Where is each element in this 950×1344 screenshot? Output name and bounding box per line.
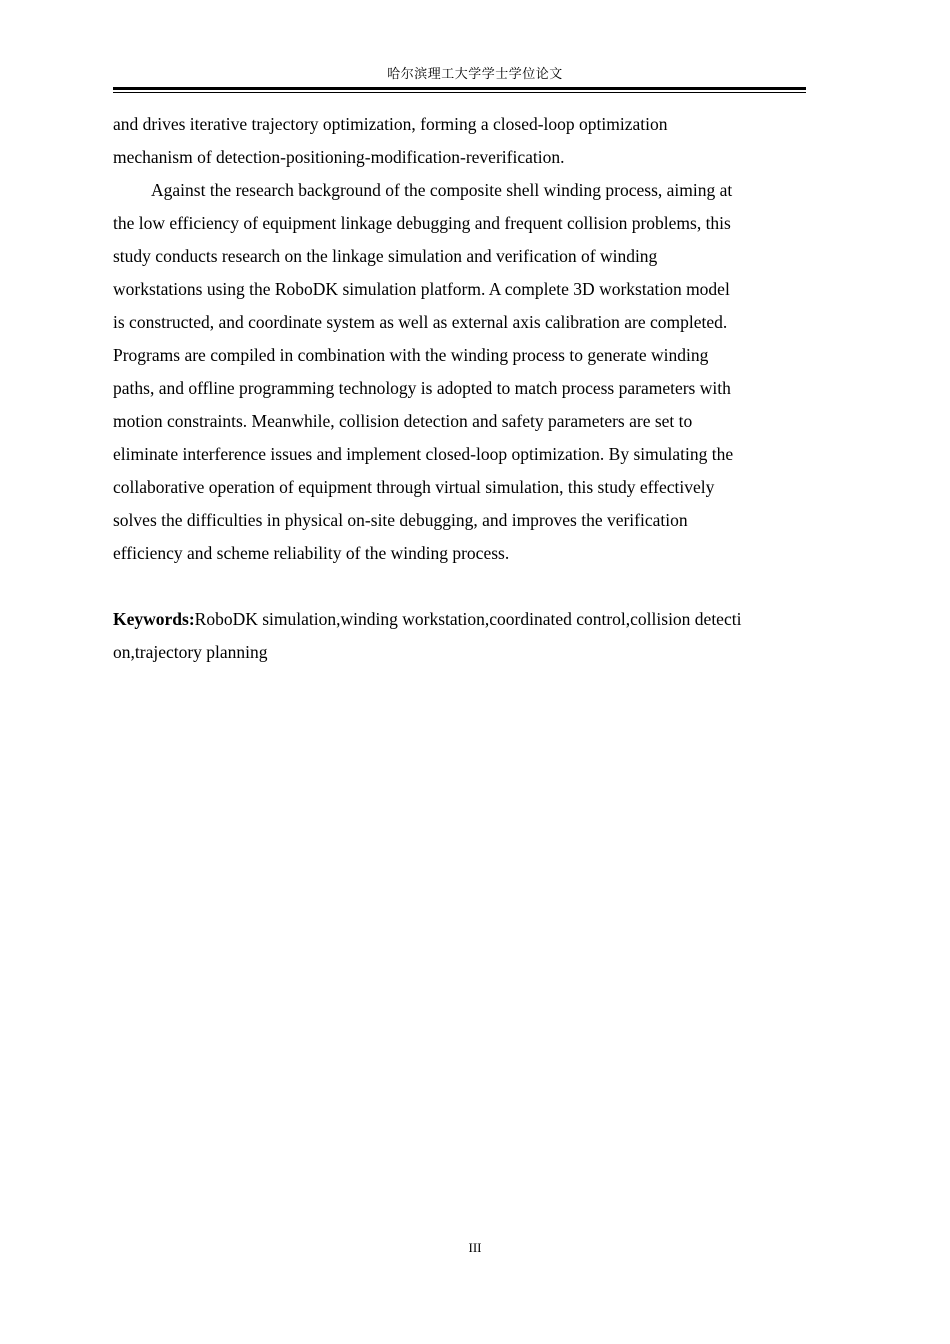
text-line: Against the research background of the composite shell winding process, aiming at — [151, 180, 733, 200]
text-line: mechanism of detection-positioning-modification-reverification. — [113, 147, 565, 167]
keywords-label: Keywords: — [113, 609, 195, 629]
keywords-block — [113, 603, 806, 669]
header-rule-thin — [113, 92, 806, 93]
text-line: motion constraints. Meanwhile, collision detection and safety parameters are set to — [113, 411, 693, 431]
text-line: the low efficiency of equipment linkage debugging and frequent collision problems, this — [113, 213, 731, 233]
page-number: III — [468, 1240, 482, 1255]
text-line: solves the difficulties in physical on-site debugging, and improves the verification — [113, 510, 688, 530]
text-line: and drives iterative trajectory optimization, forming a closed-loop optimization — [113, 114, 668, 134]
keywords-text: RoboDK simulation,winding workstation,coordinated control,collision detecti — [194, 609, 742, 629]
text-line: collaborative operation of equipment through virtual simulation, this study effectively — [113, 477, 715, 497]
text-line: paths, and offline programming technology is adopted to match process parameters with — [113, 378, 731, 398]
header-rule-thick — [113, 87, 806, 90]
abstract-paragraph — [113, 174, 806, 570]
text-line: Programs are compiled in combination with the winding process to generate winding — [113, 345, 709, 365]
text-line: is constructed, and coordinate system as well as external axis calibration are completed. — [113, 312, 728, 332]
text-line: workstations using the RoboDK simulation platform. A complete 3D workstation model — [113, 279, 730, 299]
running-header-title: 哈尔滨理工大学学士学位论文 — [387, 67, 563, 82]
text-line: eliminate interference issues and implement closed-loop optimization. By simulating the — [113, 444, 734, 464]
text-line: study conducts research on the linkage simulation and verification of winding — [113, 246, 658, 266]
keywords-text-continued: on,trajectory planning — [113, 642, 268, 662]
abstract-body — [113, 108, 806, 669]
text-line: efficiency and scheme reliability of the winding process. — [113, 543, 510, 563]
continuation-paragraph — [113, 108, 806, 174]
